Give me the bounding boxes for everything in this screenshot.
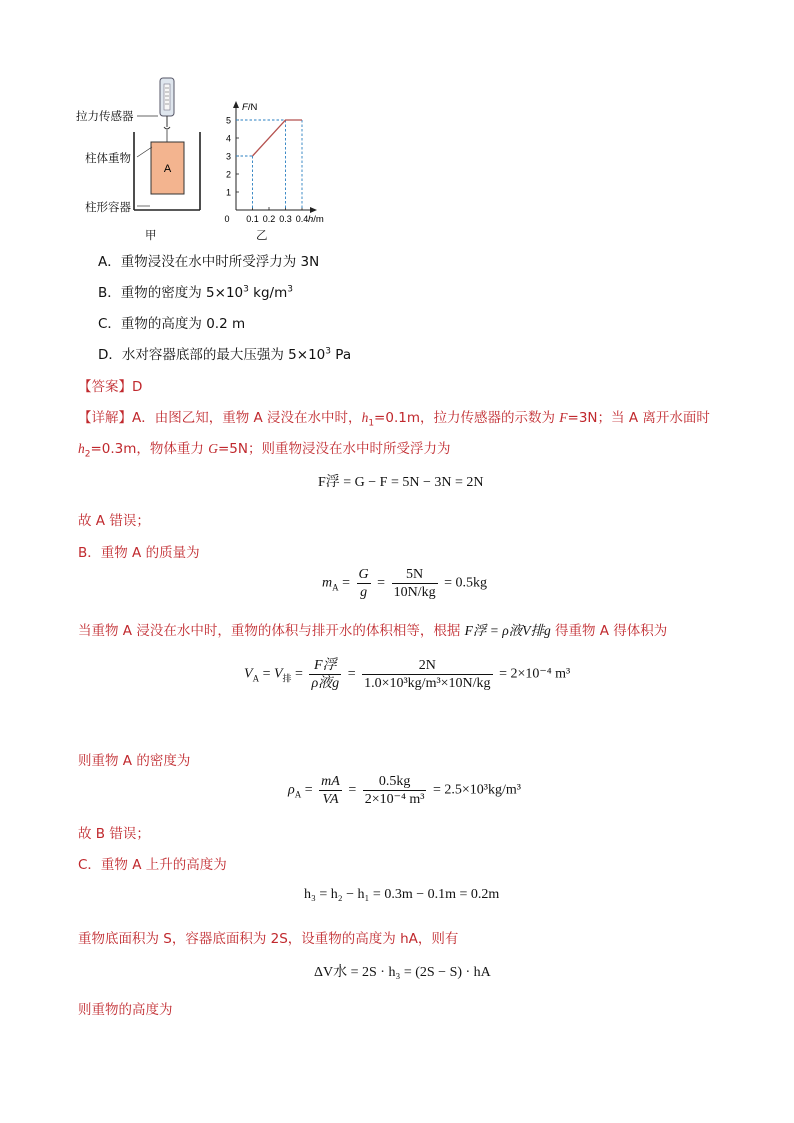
- eq2-den2: 10N/kg: [393, 585, 436, 600]
- detail-F-val: =3N；当 A 离开水面时: [567, 410, 710, 426]
- x-tick-label: 0.3: [279, 214, 292, 224]
- x-tick-label: 0.4: [295, 214, 309, 224]
- detail-F: F: [559, 410, 568, 425]
- y-tick-label: 4: [225, 133, 231, 144]
- equation-buoyancy: F浮 = G − F = 5N − 3N = 2N: [318, 475, 484, 490]
- detail-b-text2: 得重物 A 得体积为: [550, 623, 668, 639]
- eq4-frac1: [319, 773, 342, 808]
- eq4-lhs-sub: A: [294, 789, 302, 800]
- option-d-post: Pa: [331, 347, 352, 363]
- eq3-lhs: V: [244, 666, 253, 682]
- eq4-num: mA: [321, 774, 340, 789]
- eq3-num: F浮: [309, 657, 341, 675]
- eq3-frac1: [309, 657, 341, 692]
- eq3-v: V: [273, 666, 283, 682]
- eq3-lhs-sub: A: [252, 673, 260, 684]
- label-container: 柱形容器: [85, 200, 131, 214]
- option-d-pre: D．水对容器底部的最大压强为 5×10: [98, 347, 326, 363]
- eq2-den: g: [360, 585, 368, 600]
- option-b: [98, 281, 293, 301]
- option-a: A．重物浸没在水中时所受浮力为 3N: [98, 254, 320, 270]
- eq4-den2: 2×10⁻⁴ m³: [364, 792, 425, 807]
- equation-mass: $m_A$ = $\frac{G}{g}$ = $\frac{5N}{10N/kg}$ = 0.5kg: [322, 567, 487, 600]
- detail-para-1: [78, 406, 710, 429]
- detail-b-formula: F浮 = ρ液V排g: [464, 623, 551, 638]
- detail-b-wrong: 故 B 错误；: [78, 826, 150, 842]
- caption-yi: 乙: [256, 228, 268, 242]
- eq4-lhs: ρ: [288, 782, 295, 798]
- eq2-num2: 5N: [392, 566, 438, 584]
- x-tick-label: 0.1: [246, 214, 259, 224]
- option-b-sup2: 3: [287, 284, 293, 295]
- x-axis-arrow: [310, 207, 317, 213]
- option-b-sup: 3: [243, 284, 249, 295]
- equation-rise: h₃ = h₂ − h₁ = 0.3m − 0.1m = 0.2m: [304, 887, 500, 902]
- detail-a-wrong: 故 A 错误；: [78, 513, 150, 529]
- detail-c-head: C．重物 A 上升的高度为: [78, 857, 227, 873]
- detail-h1-val: =0.1m，拉力传感器的示数为: [374, 410, 560, 426]
- equation-volume: $V_A = V_排$ = $\frac{\text{F浮}}{\text{ρ液g}}$ = $\frac{2N}{\text{1.0×10³kg/m³×10N/kg}}$ = 2×10⁻⁴ m³: [244, 658, 571, 691]
- eq4-res: = 2.5×10³kg/m³: [432, 782, 521, 798]
- detail-G-val: =5N；则重物浸没在水中时所受浮力为: [217, 441, 451, 457]
- option-d-sup: 3: [325, 346, 331, 357]
- eq3-den: ρ液g: [311, 676, 340, 691]
- option-d: [98, 343, 351, 363]
- detail-p1a: A．由图乙知，重物 A 浸没在水中时，: [132, 410, 362, 426]
- answer-tag: 【答案】: [78, 379, 132, 395]
- x-tick-label: 0.2: [262, 214, 276, 224]
- chart-yi: [214, 98, 334, 228]
- detail-G: G: [208, 441, 218, 456]
- eq3-res: = 2×10⁻⁴ m³: [499, 666, 571, 682]
- eq2-lhs: m: [322, 575, 333, 591]
- series-line: [253, 120, 303, 156]
- eq4-num2: 0.5kg: [363, 773, 427, 791]
- x-tick-label: 0: [224, 214, 230, 224]
- detail-h2: h: [78, 441, 85, 456]
- detail-c-tail: 则重物的高度为: [78, 1002, 173, 1018]
- eq2-lhs-sub: A: [332, 582, 339, 593]
- detail-h1-sub: 1: [368, 418, 375, 429]
- detail-b-text: [78, 619, 667, 639]
- eq4-den: VA: [322, 792, 339, 807]
- eq3-frac2: [362, 657, 492, 692]
- eq4-frac2: [363, 773, 427, 808]
- y-axis-label: F/N: [242, 102, 258, 113]
- eq2-res: = 0.5kg: [444, 575, 487, 591]
- detail-para-2: [78, 437, 450, 460]
- y-tick-label: 5: [225, 115, 231, 126]
- caption-jia: 甲: [145, 228, 157, 242]
- label-block: 柱体重物: [85, 151, 131, 165]
- eq2-num: G: [358, 567, 369, 582]
- y-tick-label: 3: [225, 151, 231, 162]
- detail-h1: h: [361, 410, 369, 425]
- option-b-mid: kg/m: [248, 285, 288, 301]
- option-c: C．重物的高度为 0.2 m: [98, 316, 246, 332]
- equation-density: $\rho_A$ = $\frac{mA}{VA}$ = $\frac{0.5kg}{\text{2×10⁻⁴ m³}}$ = 2.5×10³kg/m³: [288, 774, 521, 807]
- eq3-den2: 1.0×10³kg/m³×10N/kg: [364, 676, 491, 691]
- detail-b-text1: 当重物 A 浸没在水中时，重物的体积与排开水的体积相等，根据: [78, 623, 465, 639]
- block-letter: A: [163, 163, 172, 175]
- answer-line: [78, 375, 142, 395]
- detail-h2-sub: 2: [84, 449, 91, 460]
- y-axis-arrow: [233, 101, 239, 108]
- detail-c-text: 重物底面积为 S，容器底面积为 2S，设重物的高度为 hA，则有: [78, 931, 459, 947]
- equation-volume-change: ΔV水 = 2S · h₃ = (2S − S) · hA: [314, 965, 491, 980]
- detail-tag: 【详解】: [78, 410, 132, 426]
- answer-value: D: [132, 379, 143, 395]
- label-force-sensor: 拉力传感器: [76, 109, 134, 123]
- detail-b-head: B．重物 A 的质量为: [78, 545, 200, 561]
- x-axis-label: h/m: [308, 214, 324, 225]
- eq3-v-sub: 排: [282, 673, 292, 684]
- option-b-pre: B．重物的密度为 5×10: [98, 285, 244, 301]
- eq2-frac1: [357, 566, 371, 601]
- detail-rho-head: 则重物 A 的密度为: [78, 753, 191, 769]
- force-sensor-icon: [160, 78, 174, 142]
- y-tick-label: 1: [225, 187, 231, 198]
- eq2-frac2: [392, 566, 438, 601]
- eq3-num2: 2N: [362, 657, 492, 675]
- detail-h2-val: =0.3m，物体重力: [90, 441, 209, 457]
- y-tick-label: 2: [225, 169, 231, 180]
